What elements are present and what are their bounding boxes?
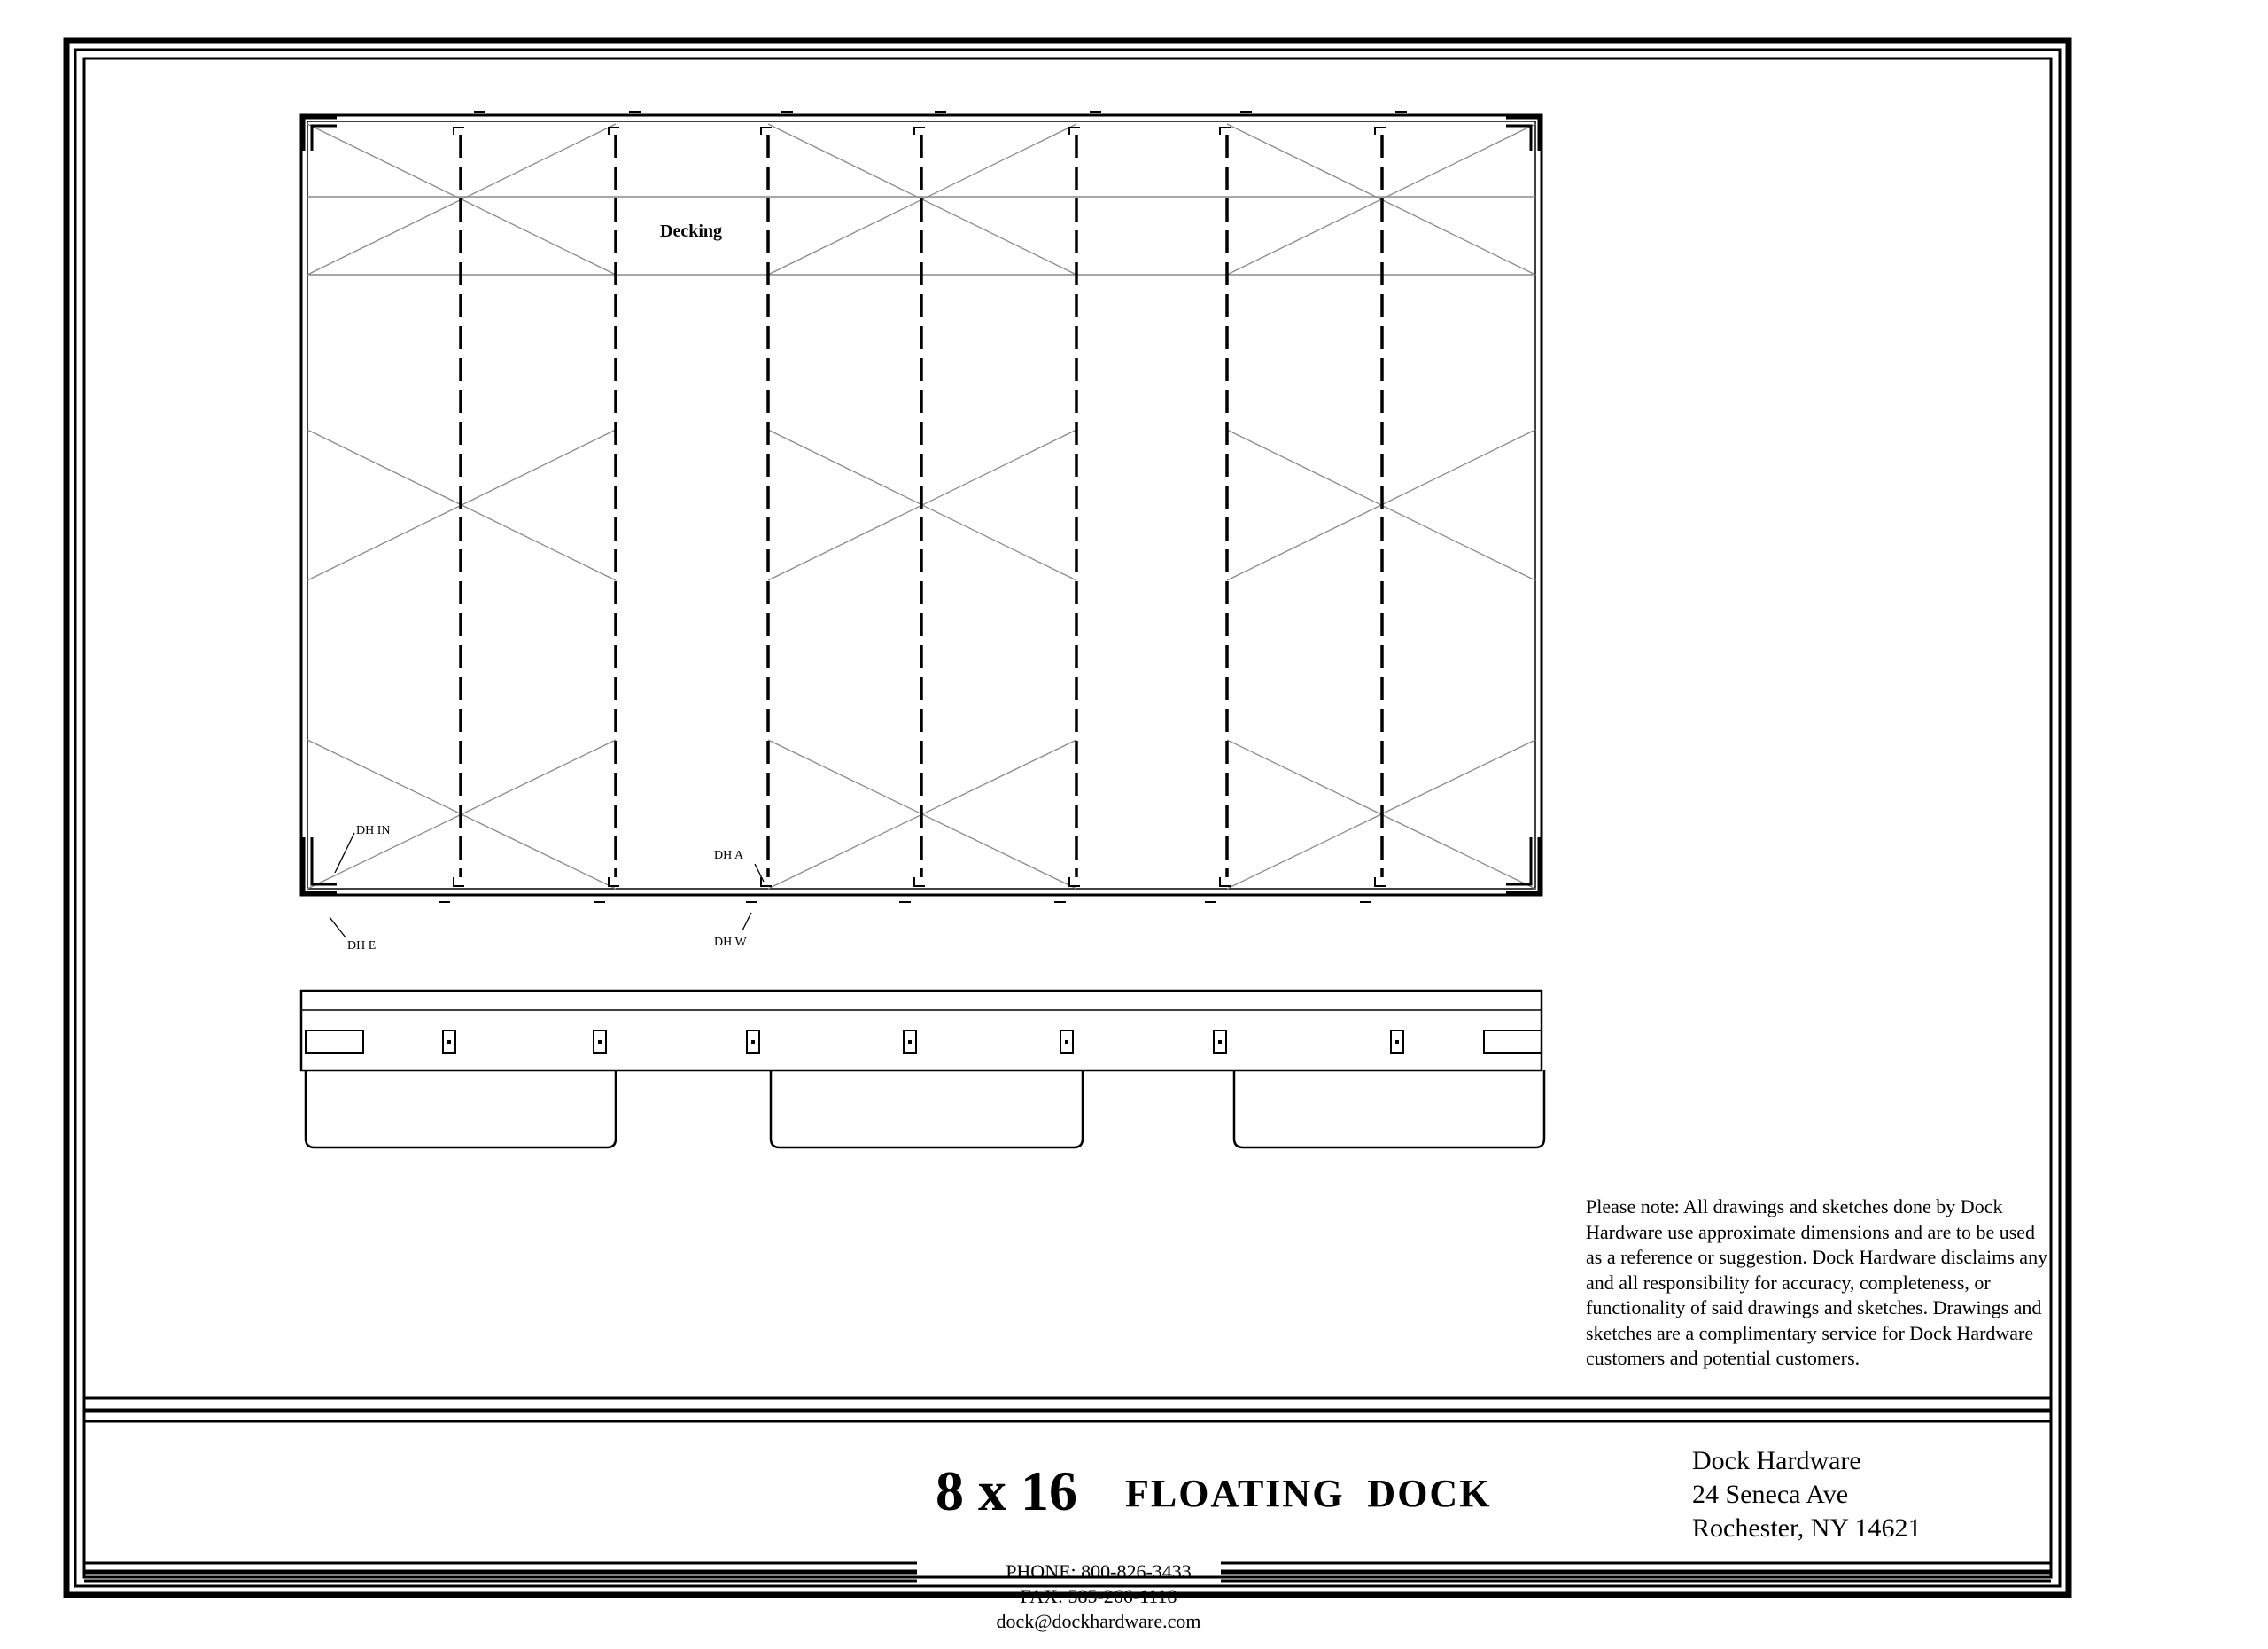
- disclaimer-note: Please note: All drawings and sketches done by Dock Hardware use approximate dimensions and are to be used as a reference or suggestion. Dock Hardware disclaims any and all responsibility for accuracy, completeness, or functionality of said drawings and sketches. Drawings and sketches are a complimentary service for Dock Hardware customers and potential customers.: [1586, 1195, 2048, 1369]
- contact-fax: FAX: 585-266-1118: [1020, 1585, 1177, 1607]
- contact-phone: PHONE: 800-826-3433: [1006, 1560, 1192, 1583]
- leader-lines: [330, 833, 764, 937]
- hardware-label-dh-in: DH IN: [356, 824, 391, 837]
- company-name: Dock Hardware: [1692, 1446, 1861, 1475]
- company-city: Rochester, NY 14621: [1692, 1513, 1922, 1543]
- company-street: 24 Seneca Ave: [1692, 1480, 1849, 1509]
- decking-label: Decking: [660, 222, 722, 241]
- hardware-label-dh-w: DH W: [714, 936, 747, 949]
- company-address: [1692, 1444, 1921, 1545]
- hardware-label-dh-a: DH A: [714, 849, 744, 862]
- elevation-view: [301, 991, 1544, 1147]
- contact-info: [913, 1560, 1285, 1634]
- stringers: [461, 135, 1382, 877]
- contact-email[interactable]: dock@dockhardware.com: [996, 1610, 1201, 1632]
- dock-size-title: 8 x 16: [936, 1459, 1077, 1522]
- dock-type-title: FLOATING DOCK: [1125, 1472, 1492, 1515]
- hardware-label-dh-e: DH E: [347, 939, 377, 953]
